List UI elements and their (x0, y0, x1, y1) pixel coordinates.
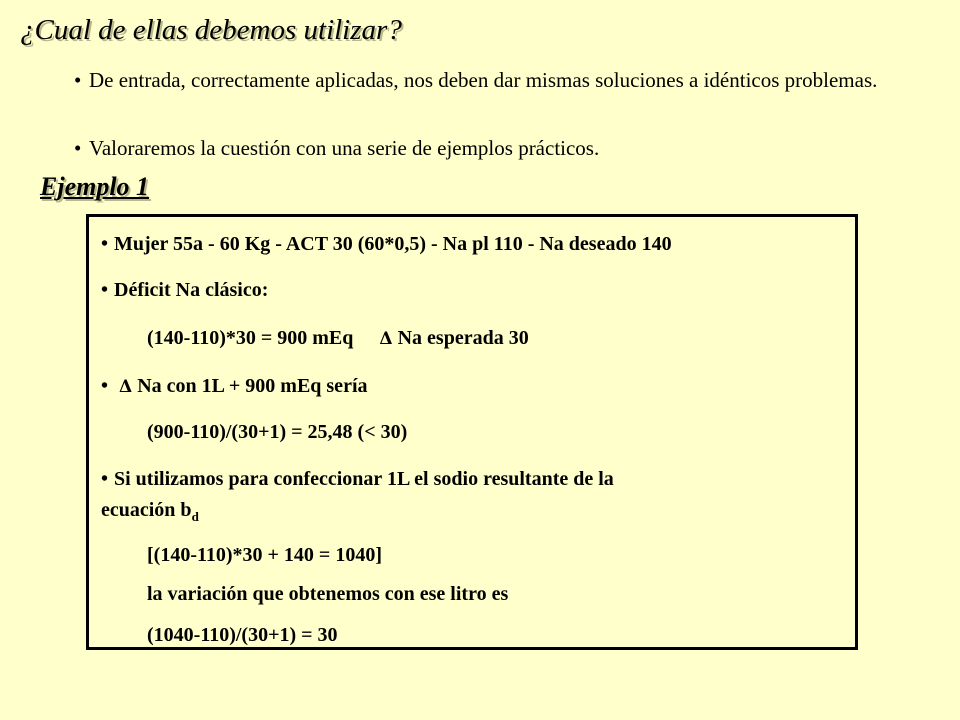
intro-text-1: De entrada, correctamente aplicadas, nos deben dar mismas soluciones a idénticos problemas. (89, 68, 878, 92)
patient-line (101, 233, 672, 256)
bullet-icon: • (74, 136, 82, 160)
delta-1l-formula: (900-110)/(30+1) = 25,48 (< 30) (147, 421, 408, 443)
utilizamos-text-2: ecuación b (101, 499, 192, 521)
slide-title: ¿Cual de ellas debemos utilizar? (20, 14, 402, 46)
variacion-line (147, 583, 508, 606)
expected-delta: Na esperada 30 (397, 327, 529, 349)
intro-text-2: Valoraremos la cuestión con una serie de ejemplos prácticos. (89, 136, 600, 160)
utilizamos-subscript: d (191, 509, 199, 524)
delta-1l-text: Na con 1L + 900 mEq sería (137, 375, 368, 397)
bullet-icon: • (101, 279, 109, 301)
deficit-formula-line (147, 327, 529, 350)
intro-bullet-2 (74, 134, 934, 163)
patient-text: Mujer 55a - 60 Kg - ACT 30 (60*0,5) - Na pl 110 - Na deseado 140 (114, 233, 672, 255)
bullet-icon: • (74, 68, 82, 92)
formula-1040: [(140-110)*30 + 140 = 1040] (147, 544, 382, 566)
intro-bullet-1 (74, 66, 934, 95)
deficit-label-line (101, 279, 268, 302)
result-line (147, 624, 338, 647)
delta-symbol: Δ (119, 377, 133, 397)
bullet-icon: • (101, 375, 109, 397)
bullet-icon: • (101, 468, 109, 490)
result-formula: (1040-110)/(30+1) = 30 (147, 624, 338, 646)
delta-symbol: Δ (379, 329, 393, 349)
example-heading: Ejemplo 1 (40, 172, 150, 201)
utilizamos-text-1: Si utilizamos para confeccionar 1L el sodio resultante de la (114, 468, 614, 490)
bullet-icon: • (101, 233, 109, 255)
formula-1040-line (147, 544, 382, 567)
deficit-label: Déficit Na clásico: (114, 279, 269, 301)
variacion-text: la variación que obtenemos con ese litro es (147, 583, 509, 605)
example-box (86, 214, 858, 650)
delta-1l-formula-line (147, 421, 407, 444)
delta-1l-line (101, 375, 368, 398)
deficit-formula: (140-110)*30 = 900 mEq (147, 327, 354, 349)
utilizamos-line-2 (101, 499, 199, 525)
utilizamos-line-1 (101, 468, 614, 491)
